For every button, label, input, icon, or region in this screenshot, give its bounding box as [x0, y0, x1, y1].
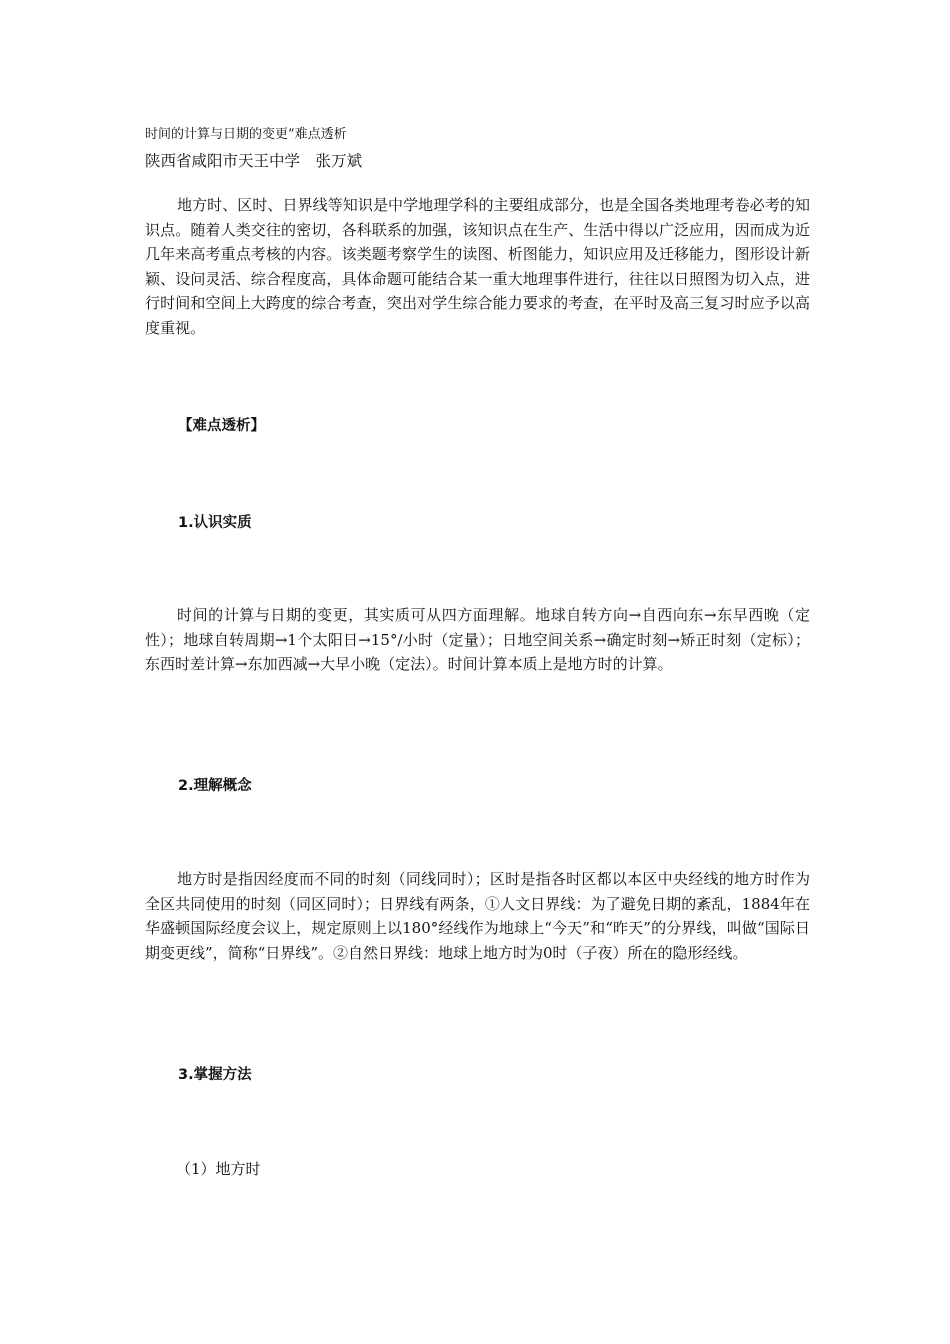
section-heading-difficulty: 【难点透析】 — [178, 418, 265, 434]
subheading-local-time: （1）地方时 — [176, 1160, 261, 1178]
author-line: 陕西省咸阳市天王中学 张万斌 — [145, 152, 363, 170]
intro-paragraph: 地方时、区时、日界线等知识是中学地理学科的主要组成部分，也是全国各类地理考卷必考的知识点。随着人类交往的密切，各科联系的加强，该知识点在生产、生活中得以广泛应用，因而成为近几年来高考重点考核的内容。该类题考察学生的读图、析图能力，知识应用及迁移能力，图形设计新颖、设问灵活、综合程度高，具体命题可能结合某一重大地理事件进行，往往以日照图为切入点，进行时间和空间上大跨度的综合考查，突出对学生综合能力要求的考查，在平时及高三复习时应予以高度重视。 — [145, 196, 810, 337]
paragraph-essence: 时间的计算与日期的变更，其实质可从四方面理解。地球自转方向→自西向东→东早西晚（定性）；地球自转周期→1个太阳日→15°/小时（定量）；日地空间关系→确定时刻→矫正时刻（定标）；东西时差计算→东加西减→大早小晚（定法）。时间计算本质上是地方时的计算。 — [145, 606, 810, 674]
heading-understand-essence: 1.认识实质 — [178, 515, 252, 531]
paragraph-concepts: 地方时是指因经度而不同的时刻（同线同时）；区时是指各时区都以本区中央经线的地方时作为全区共同使用的时刻（同区同时）；日界线有两条，①人文日界线：为了避免日期的紊乱，1884年在华盛顿国际经度会议上，规定原则上以180°经线作为地球上“今天”和“昨天”的分界线，叫做“国际日期变更线”，简称“日界线”。②自然日界线：地球上地方时为0时（子夜）所在的隐形经线。 — [145, 870, 810, 962]
heading-understand-concepts: 2.理解概念 — [178, 778, 252, 794]
heading-master-methods: 3.掌握方法 — [178, 1067, 252, 1083]
document-title: 时间的计算与日期的变更”难点透析 — [145, 127, 347, 142]
